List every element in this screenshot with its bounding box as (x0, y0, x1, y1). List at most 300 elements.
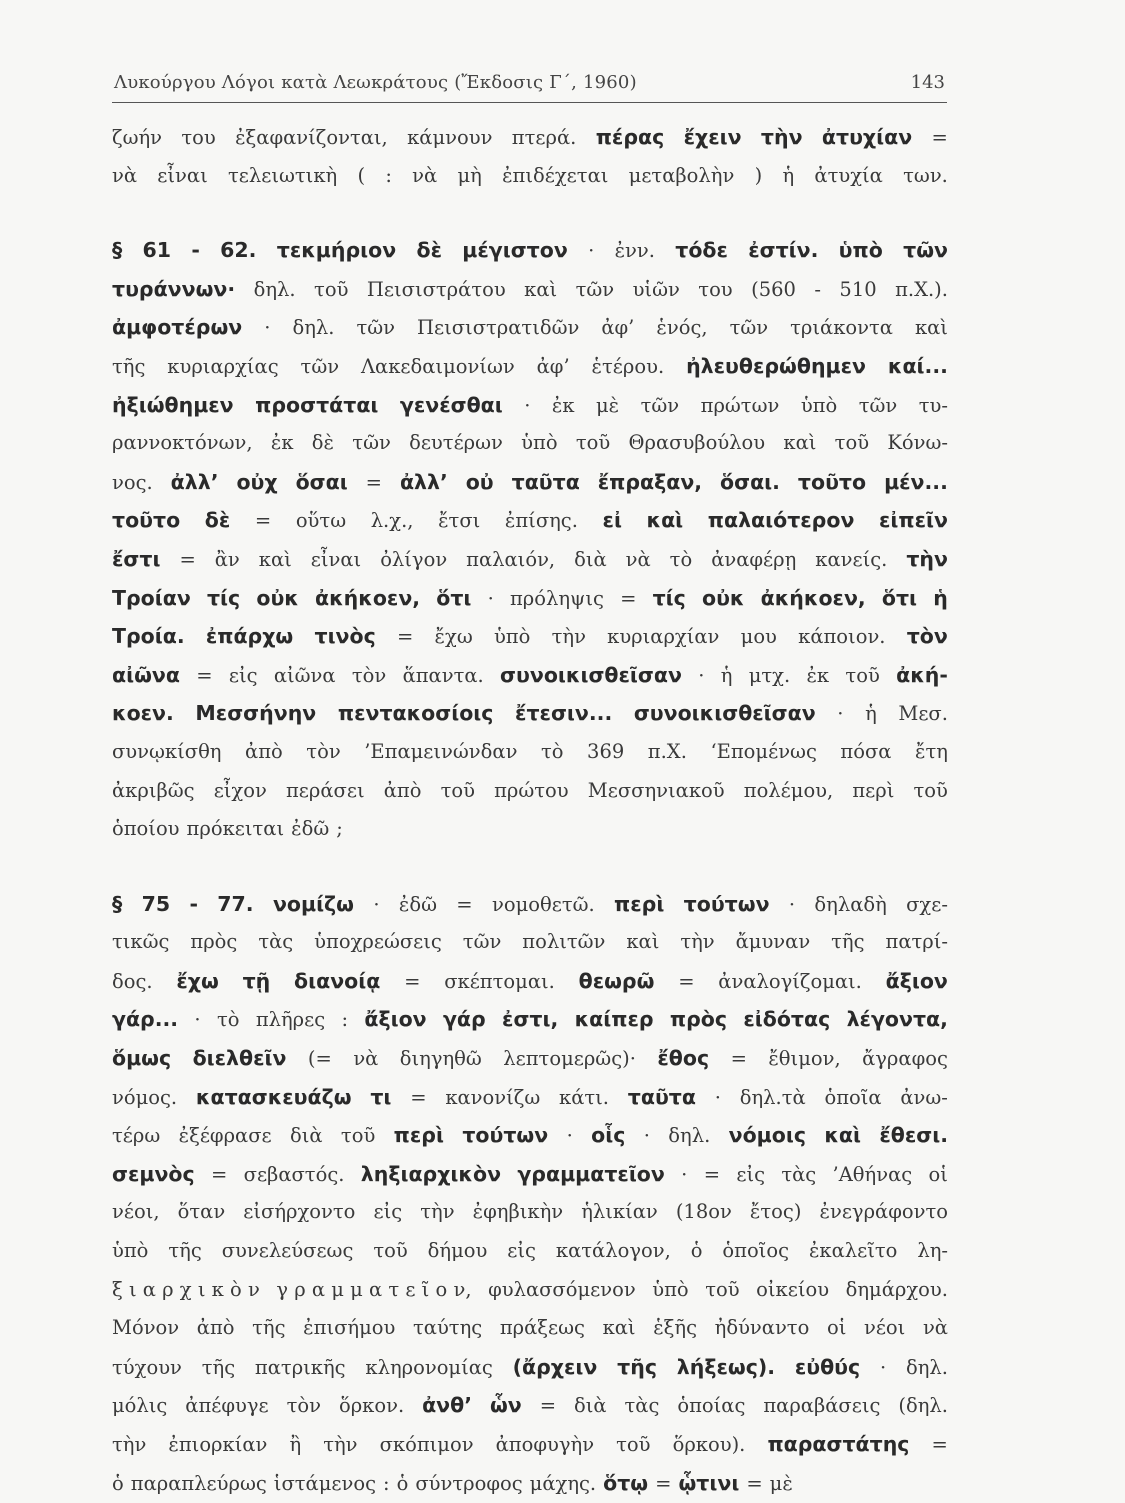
word: κανονίζω (445, 1085, 541, 1109)
word: παραπλεύρως (130, 1471, 267, 1495)
word: ὁποῖος (722, 1239, 789, 1263)
word: ἐνεγράφοντο (819, 1200, 948, 1224)
word: · (681, 1162, 688, 1186)
lemma-word: νομίζω (272, 891, 354, 916)
word: ἐπισήμου (303, 1316, 396, 1340)
word: συνελεύσεως (221, 1239, 354, 1263)
lemma-word: μέν... (884, 469, 948, 494)
word: (18ον (675, 1200, 732, 1224)
lemma-word: προστάται (255, 392, 379, 417)
word: ἑξῆς (653, 1316, 698, 1340)
word: δὲ (311, 431, 335, 455)
word: Κόνω- (887, 431, 948, 455)
lemma-word: ἔθος (657, 1046, 710, 1071)
text-line (112, 501, 948, 540)
lemma-word: ἀμφοτέρων (112, 315, 243, 340)
text-line (112, 656, 948, 695)
text-line (112, 733, 948, 772)
word: τῶν (858, 393, 898, 417)
word: ἠδύναντο (714, 1316, 810, 1340)
word: πρώτου (494, 778, 569, 802)
word: · (714, 1085, 721, 1109)
text-line (112, 308, 948, 347)
word: υἱῶν (632, 277, 680, 301)
word: · (588, 239, 595, 263)
word: μου (740, 625, 777, 649)
word: ἀπὸ (196, 1316, 235, 1340)
text-line (112, 1348, 948, 1387)
word: τῆς (112, 354, 146, 378)
word: εἶναι (157, 163, 208, 187)
lemma-word: πρὸς (669, 1007, 728, 1032)
lemma-word: διανοίᾳ (294, 968, 381, 993)
lemma-word: ἄξιον (364, 1007, 427, 1032)
word: μάχης. (529, 1471, 597, 1495)
word: τύχουν (112, 1355, 182, 1379)
lemma-word: τίς (652, 585, 686, 610)
lemma-word: διελθεῖν (192, 1046, 287, 1071)
lemma-word: ληξιαρχικὸν (360, 1161, 502, 1186)
word: κανείς. (815, 547, 888, 571)
word: καὶ (914, 316, 948, 340)
word: = (365, 470, 382, 494)
lemma-word: γάρ (442, 1007, 486, 1032)
text-line (112, 772, 948, 811)
word: τέρω (112, 1124, 161, 1148)
word: λ.χ., (370, 509, 414, 533)
word: ἐφηβικὴν (472, 1200, 564, 1224)
word: ἐπίσης. (504, 509, 578, 533)
word: τὰς (624, 1394, 660, 1418)
lemma-word: 61 (142, 238, 172, 263)
word: τὰς (258, 930, 294, 954)
word: ἐξέφρασε (178, 1124, 272, 1148)
word: ἐπιδέχεται (502, 163, 609, 187)
lemma-word: κατασκευάζω (195, 1084, 352, 1109)
word: ὅρκου). (672, 1433, 746, 1456)
word: πλῆρες (255, 1008, 326, 1032)
lemma-word: ἠλευθερώθημεν (686, 353, 867, 378)
word: καὶ (783, 431, 817, 455)
word: οἱ (928, 1162, 948, 1186)
word: κατάλογον, (555, 1239, 671, 1263)
word: ’Αθήνας (832, 1162, 913, 1186)
text-line (112, 1425, 948, 1464)
word: τικῶς (112, 930, 170, 954)
text-line (112, 1039, 948, 1078)
word: ὅρκον. (338, 1394, 405, 1418)
word: δηλαδὴ (814, 892, 887, 916)
word: μεταβολὴν (628, 163, 735, 187)
word: τὸ (669, 547, 693, 571)
text-line (112, 923, 948, 962)
lemma-word: τόδε (675, 238, 728, 263)
word: τὸ (540, 739, 564, 763)
text-line (112, 810, 948, 849)
text-line (112, 386, 948, 425)
word: = (254, 509, 272, 533)
word: ἂν (214, 547, 240, 571)
lemma-word: κοεν. (112, 701, 174, 726)
lemma-word: οὐ (465, 469, 494, 494)
lemma-word: εὐθύς (794, 1354, 861, 1379)
word: = (179, 547, 196, 571)
word: · (487, 586, 494, 610)
word: τὸν (351, 663, 387, 687)
word: ἔθιμον, (768, 1047, 841, 1071)
word: κληρονομίας (365, 1355, 493, 1379)
lemma-word: γραμματεῖον (517, 1161, 665, 1186)
lemma-word: § (112, 891, 123, 916)
lemma-word: ἐστίν. (748, 238, 819, 263)
word: δηλ. (905, 1355, 948, 1379)
word: ἀπέφυγε (185, 1394, 269, 1418)
word: ἐδῶ (291, 817, 330, 841)
lemma-word: ἐπάρχω (205, 624, 294, 649)
word: ὀλίγον (380, 547, 448, 571)
lemma-word: σεμνὸς (112, 1161, 195, 1186)
word: οὕτω (295, 509, 347, 533)
paragraph (112, 118, 948, 195)
lemma-word: νόμοις (728, 1123, 806, 1148)
word: ἡ (720, 663, 733, 687)
word: σκόπιμον (379, 1433, 474, 1456)
word: νὰ (112, 163, 138, 187)
lemma-word: δὲ (416, 238, 442, 263)
word: τῆς (252, 1316, 286, 1340)
lemma-word: οὐκ (256, 585, 299, 610)
word: τοῦ (314, 277, 349, 301)
word: του (698, 277, 733, 301)
word: τὴν (680, 930, 715, 954)
word: τὸ (216, 1008, 240, 1032)
text-line (112, 1464, 948, 1503)
word: ἄγραφος (862, 1047, 948, 1071)
lemma-word: ἀνθ’ (422, 1393, 473, 1418)
lemma-word: ἀλλ’ (399, 469, 448, 494)
word: τῶν (575, 277, 615, 301)
lemma-word: παλαιότερον (707, 508, 855, 533)
lemma-word: οἷς (591, 1123, 626, 1148)
word: τοῦ (440, 778, 475, 802)
lemma-word: πέρας (595, 125, 665, 149)
word: τοῦ (913, 778, 948, 802)
word: ἡλικίαν (581, 1200, 658, 1224)
word: ἀναφέρῃ (711, 547, 797, 571)
lemma-word: τὸν (906, 624, 948, 649)
lemma-word: ὅτι (881, 585, 918, 610)
word: μόλις (112, 1394, 168, 1418)
word: : (385, 163, 392, 187)
word: διὰ (574, 1394, 607, 1418)
word: ἀναλογίζομαι. (718, 969, 862, 993)
word: π.Χ.). (895, 277, 948, 301)
word: · (788, 892, 796, 916)
word: πρὸς (190, 930, 238, 954)
word: τὴν (551, 625, 586, 649)
text-line (112, 1309, 948, 1348)
word: ἀνω- (900, 1085, 948, 1109)
paragraph (112, 231, 948, 849)
word: ἐκ (806, 663, 830, 687)
word: Πεισιστράτου (366, 277, 506, 301)
word: νος. (112, 470, 153, 494)
word: ὁποίας (677, 1394, 746, 1418)
word: ‘Επομένως (710, 739, 817, 763)
word: ἑτέρου. (591, 354, 665, 378)
word: εἰς (228, 663, 258, 687)
word: ραννοκτόνων, (112, 431, 253, 455)
word: τῶν (352, 431, 391, 455)
word: νέοι (863, 1316, 906, 1340)
lemma-word: τοῦτο (112, 508, 181, 533)
word: πράξεως (499, 1316, 585, 1340)
paragraph-gap (112, 195, 948, 231)
word: διηγηθῶ (399, 1047, 482, 1071)
lemma-word: θεωρῶ (578, 968, 655, 993)
text-line (112, 540, 948, 579)
text-line (112, 270, 948, 309)
lemma-word: 62. (220, 238, 257, 263)
word: τοῦ (575, 431, 611, 455)
paragraph-gap (112, 849, 948, 885)
word: τοῦ (845, 663, 880, 687)
word: δήμου (427, 1239, 488, 1263)
lemma-word: ᾧτινι (678, 1470, 740, 1495)
word: διὰ (574, 547, 607, 571)
word: δηλ. (668, 1124, 711, 1148)
word: · (879, 1355, 887, 1379)
word: = (196, 663, 213, 687)
lemma-word: οὐκ (701, 585, 745, 610)
word: ὑπὸ (800, 393, 838, 417)
word: μὲ (596, 393, 620, 417)
word: τυ- (918, 393, 948, 417)
lemma-word: 75 (141, 891, 171, 916)
word: · (373, 892, 380, 916)
word: τοῦ (340, 1124, 376, 1148)
lemma-word: εἰ (602, 508, 622, 533)
lemma-word: γενέσθαι (399, 392, 503, 417)
lemma-word: λέγοντα, (846, 1007, 948, 1032)
word: τῆς (201, 1355, 236, 1379)
word: περάσει (285, 778, 365, 802)
word: · (524, 393, 531, 417)
word: = (539, 1394, 557, 1418)
word: νομοθετῶ. (491, 892, 595, 916)
word: = (404, 969, 421, 993)
word: ἡ (865, 702, 877, 726)
lemma-word: αἰῶνα (112, 662, 180, 687)
word: τῶν (729, 316, 769, 340)
lemma-word: γάρ... (112, 1007, 179, 1032)
word: 510 (839, 277, 877, 301)
lemma-word: τι (370, 1084, 392, 1109)
word: (560 (751, 277, 796, 301)
lemma-word: - (189, 891, 198, 916)
word: τὰς (781, 1162, 817, 1186)
running-title: Λυκούργου Λόγοι κατὰ Λεωκράτους (Ἔκδοσις Γ΄, 1960) (114, 72, 637, 93)
word: Μόνον (112, 1316, 180, 1340)
word: κάποιον. (798, 625, 886, 649)
text-line (112, 694, 948, 733)
word: · (264, 316, 271, 340)
word: πρώτων (700, 393, 780, 417)
text-line (112, 1232, 948, 1271)
word: δηλ. (292, 316, 335, 340)
word: ἀποφυγὴν (495, 1433, 595, 1456)
word: τοῦ (616, 1433, 651, 1456)
lemma-word: Τροία. (112, 624, 185, 649)
word: ἐκ (551, 393, 575, 417)
word: ὁ (690, 1239, 703, 1263)
lemma-word: ὅμως (112, 1046, 172, 1071)
word: πολιτῶν (522, 930, 606, 954)
lemma-word: εἰπεῖν (879, 508, 948, 533)
word: παλαιόν, (466, 547, 556, 571)
word: τὴν (323, 1433, 358, 1456)
lemma-word: καὶ (646, 508, 684, 533)
lemma-word: ἔτεσιν... (515, 701, 613, 726)
word: ἱστάμενος (273, 1471, 377, 1495)
word: πατρικῆς (254, 1355, 346, 1379)
word: δηλ.τὰ (739, 1085, 806, 1109)
word: ἀπὸ (245, 739, 283, 763)
word: ζωήν (112, 126, 163, 149)
word: οἱ (826, 1316, 847, 1340)
word: 369 (587, 739, 625, 763)
word: παραβάσεις (763, 1394, 881, 1418)
lemma-word: καὶ (824, 1123, 861, 1148)
word: καὶ (602, 1316, 636, 1340)
lemma-word: ἀλλ’ (170, 469, 219, 494)
word: ὑπὸ (112, 1239, 149, 1263)
word: = (746, 1471, 763, 1495)
word: λεπτομερῶς)· (503, 1047, 636, 1071)
word: γ ρ α μ μ α τ ε ῖ ο ν, (276, 1277, 472, 1301)
word: πόσα (840, 739, 892, 763)
lemma-word: τὴν (906, 546, 948, 571)
text-line (112, 118, 948, 157)
word: φυλασσόμενον (488, 1277, 636, 1301)
word: ἢ (289, 1433, 302, 1456)
word: οἰκείου (756, 1277, 830, 1301)
word: των. (903, 163, 948, 187)
word: ταύτης (412, 1316, 483, 1340)
lemma-word: ἀκήκοεν, (315, 585, 421, 610)
lemma-word: συνοικισθεῖσαν (500, 662, 682, 687)
lemma-word: ἔπραξαν, (597, 469, 703, 494)
lemma-word: λήξεως). (676, 1354, 776, 1379)
word: λη- (917, 1239, 948, 1263)
lemma-word: ὑπὸ (838, 238, 883, 263)
text-line (112, 962, 948, 1001)
word: : (341, 1008, 349, 1032)
word: εἰς (373, 1200, 403, 1224)
text-line (112, 424, 948, 463)
word: ’Επαμεινώνδαν (364, 739, 518, 763)
word: κάμνουν (407, 126, 493, 149)
word: = (730, 1047, 747, 1071)
lemma-word: ταῦτα (627, 1084, 696, 1109)
lemma-word: τοῦτο (797, 469, 867, 494)
word: = (456, 892, 473, 916)
word: δημάρχου. (845, 1277, 948, 1301)
word: ἐκ (270, 431, 294, 455)
text-line (112, 579, 948, 618)
word: ἅπαντα. (402, 663, 484, 687)
word: = (931, 126, 948, 149)
word: αἰῶνα (273, 663, 336, 687)
word: · (194, 1008, 201, 1032)
word: ἐνν. (614, 239, 655, 263)
word: κάτι. (559, 1085, 610, 1109)
text-line (112, 885, 948, 924)
lemma-word: εἰδότας (743, 1007, 831, 1032)
lemma-word: ἔχειν (683, 125, 742, 149)
lemma-word: τούτων (462, 1123, 549, 1148)
word: ἄμυναν (735, 930, 811, 954)
lemma-word: τῇ (242, 968, 271, 993)
word: ὁ (396, 1471, 409, 1495)
word: κυριαρχίας (167, 354, 279, 378)
word: σχε- (906, 892, 948, 916)
word: εἶναι (310, 547, 362, 571)
word: πρόληψις (509, 586, 604, 610)
lemma-word: τεκμήριον (276, 238, 397, 263)
text-line (112, 1193, 948, 1232)
word: : (383, 1471, 390, 1495)
word: τριάκοντα (790, 316, 893, 340)
page-number: 143 (910, 72, 945, 93)
lemma-word: καί... (887, 353, 948, 378)
word: πτερά. (511, 126, 577, 149)
word: τὸν (286, 1394, 321, 1418)
lemma-word: ἀτυχίαν (821, 125, 913, 149)
word: Θρασυβούλου (628, 431, 766, 455)
word: = (210, 1162, 228, 1186)
word: εἰς (507, 1239, 536, 1263)
lemma-word: (ἄρχειν (512, 1354, 598, 1379)
word: π.Χ. (647, 739, 687, 763)
lemma-word: ἠξιώθημεν (112, 392, 234, 417)
word: τοῦ (373, 1239, 408, 1263)
word: ξ ι α ρ χ ι κ ὸ ν (112, 1277, 260, 1301)
lemma-word: καίπερ (574, 1007, 654, 1032)
lemma-word: ὅτῳ (603, 1470, 649, 1495)
word: ὅταν (177, 1200, 226, 1224)
word: ; (336, 817, 343, 841)
word: ἀφ’ (536, 354, 570, 378)
text-line (112, 463, 948, 502)
lemma-word: Τροίαν (112, 585, 191, 610)
word: συνῳκίσθη (112, 739, 222, 763)
word: καὶ (258, 547, 292, 571)
lemma-word: ἔχω (176, 968, 219, 993)
word: ἔτη (915, 739, 948, 763)
lemma-word: τὴν (760, 125, 803, 149)
word: ἀφ’ (601, 316, 635, 340)
lemma-word: τίς (206, 585, 241, 610)
word: μτχ. (748, 663, 791, 687)
word: · (837, 702, 844, 726)
word: Μεσσηνιακοῦ (587, 778, 725, 802)
word: καὶ (524, 277, 558, 301)
text-line (112, 231, 948, 270)
word: σεβαστός. (243, 1162, 345, 1186)
word: = (620, 586, 637, 610)
body-text (112, 118, 948, 1502)
